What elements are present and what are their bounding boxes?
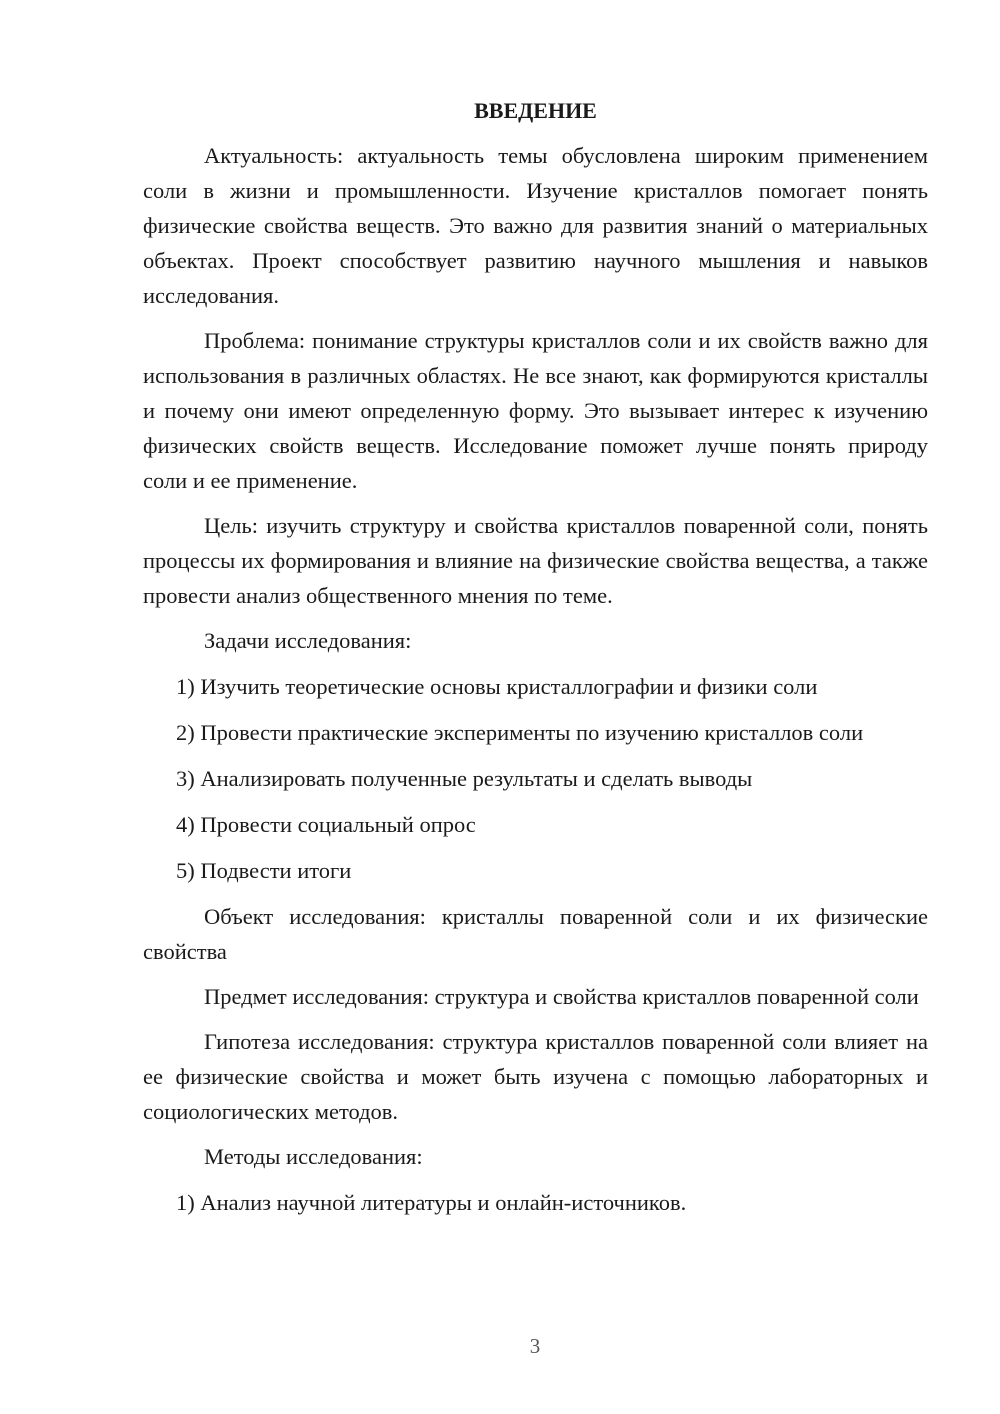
hypothesis-paragraph: Гипотеза исследования: структура кристаллов поваренной соли влияет на ее физические свойства и может быть изучена с помощью лабораторных и социологических методов. — [143, 1029, 928, 1124]
task-item-4: 4) Провести социальный опрос — [176, 812, 476, 837]
methods-label: Методы исследования: — [204, 1144, 423, 1169]
method-item-1: 1) Анализ научной литературы и онлайн-источников. — [176, 1190, 687, 1215]
task-item-3: 3) Анализировать полученные результаты и сделать выводы — [176, 766, 753, 791]
page-content — [143, 96, 928, 1231]
object-paragraph: Объект исследования: кристаллы поваренной соли и их физические свойства — [143, 904, 928, 964]
problem-paragraph: Проблема: понимание структуры кристаллов соли и их свойств важно для использования в различных областях. Не все знают, как формируются кристаллы и почему они имеют определенную форму. Это вызывает интерес к изучению физических свойств веществ. Исследование поможет лучше понять природу соли и ее применение. — [143, 328, 928, 493]
subject-paragraph: Предмет исследования: структура и свойства кристаллов поваренной соли — [204, 984, 919, 1009]
task-item-1: 1) Изучить теоретические основы кристаллографии и физики соли — [176, 674, 818, 699]
tasks-label: Задачи исследования: — [204, 628, 412, 653]
goal-paragraph: Цель: изучить структуру и свойства кристаллов поваренной соли, понять процессы их формирования и влияние на физические свойства вещества, а также провести анализ общественного мнения по теме. — [143, 513, 928, 608]
relevance-paragraph: Актуальность: актуальность темы обусловлена широким применением соли в жизни и промышленности. Изучение кристаллов помогает понять физические свойства веществ. Это важно для развития знаний о материальных объектах. Проект способствует развитию научного мышления и навыков исследования. — [143, 143, 928, 308]
page-number: 3 — [529, 1334, 541, 1358]
section-heading: ВВЕДЕНИЕ — [474, 98, 597, 123]
task-item-2: 2) Провести практические эксперименты по изучению кристаллов соли — [176, 720, 864, 745]
task-item-5: 5) Подвести итоги — [176, 858, 352, 883]
